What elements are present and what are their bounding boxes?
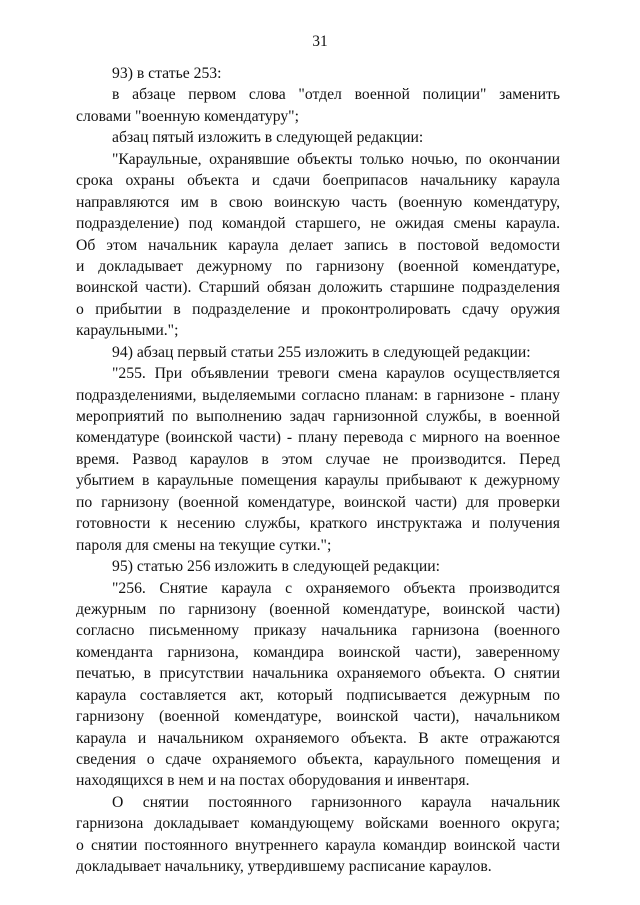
text-line: коменданта гарнизона, командира воинской части), заверенному — [76, 643, 560, 661]
text-line: направляются им в свою воинскую часть (военную комендатуру, — [76, 193, 560, 211]
text-line: О снятии постоянного гарнизонного караула начальник — [112, 793, 560, 811]
text-line: "255. При объявлении тревоги смена караулов осуществляется — [112, 365, 560, 383]
text-line: подразделениями, выделяемыми согласно планам: в гарнизоне - плану — [76, 386, 560, 404]
text-line: в абзаце первом слова "отдел военной полиции" заменить — [112, 86, 560, 104]
text-line: 94) абзац первый статьи 255 изложить в следующей редакции: — [112, 343, 531, 361]
text-line: время. Развод караулов в этом случае не производится. Перед — [76, 450, 560, 468]
text-line: готовности к несению службы, краткого инструктажа и получения — [76, 515, 560, 533]
text-line: "256. Снятие караула с охраняемого объекта производится — [112, 579, 560, 597]
text-line: караула составляется акт, который подписывается дежурным по — [76, 686, 560, 704]
text-line: Об этом начальник караула делает запись в постовой ведомости — [76, 236, 560, 254]
text-line: 95) статью 256 изложить в следующей редакции: — [112, 558, 441, 576]
text-line: сведения о сдаче охраняемого объекта, караульного помещения и — [76, 751, 560, 768]
text-line: докладывает начальнику, утвердившему расписание караулов. — [76, 858, 492, 876]
text-line: печатью, в присутствии начальника охраняемого объекта. О снятии — [76, 665, 560, 683]
text-line: мероприятий по выполнению задач гарнизонной службы, в военной — [76, 408, 560, 425]
text-line: убытием в караульные помещения караулы прибывают к дежурному — [76, 472, 560, 490]
text-line: караульными."; — [76, 322, 179, 340]
text-line: по гарнизону (военной комендатуре, воинской части) для проверки — [76, 493, 560, 511]
text-line: согласно письменному приказу начальника гарнизона (военного — [76, 622, 560, 640]
text-line: о прибытии в подразделение и проконтролировать сдачу оружия — [76, 300, 560, 318]
text-line: воинской части). Старший обязан доложить старшине подразделения — [76, 279, 560, 297]
text-line: находящихся в нем и на постах оборудования и инвентаря. — [76, 772, 470, 790]
text-line: срока охраны объекта и сдачи боеприпасов начальнику караула — [76, 172, 560, 190]
text-line: абзац пятый изложить в следующей редакции: — [112, 129, 424, 147]
text-line: "Караульные, охранявшие объекты только ночью, по окончании — [112, 150, 560, 168]
text-line: о снятии постоянного внутреннего караула командир воинской части — [76, 836, 560, 854]
text-line: и докладывает дежурному по гарнизону (военной комендатуре, — [76, 257, 560, 275]
text-line: подразделение) под командой старшего, не ожидая смены караула. — [76, 215, 560, 233]
text-line: караула и начальником охраняемого объекта. В акте отражаются — [76, 729, 560, 747]
text-line: пароля для смены на текущие сутки."; — [76, 536, 332, 554]
text-line: дежурным по гарнизону (военной комендатуре, воинской части) — [76, 600, 560, 618]
text-line: 93) в статье 253: — [112, 65, 222, 82]
text-line: словами "военную комендатуру"; — [76, 107, 299, 125]
page-number: 31 — [312, 33, 328, 50]
document-body — [76, 63, 560, 878]
text-line: гарнизона докладывает командующему войсками военного округа; — [76, 815, 560, 833]
text-line: комендатуре (воинской части) - плану перевода с мирного на военное — [76, 429, 560, 447]
text-line: гарнизону (военной комендатуре, воинской части), начальником — [76, 708, 560, 726]
